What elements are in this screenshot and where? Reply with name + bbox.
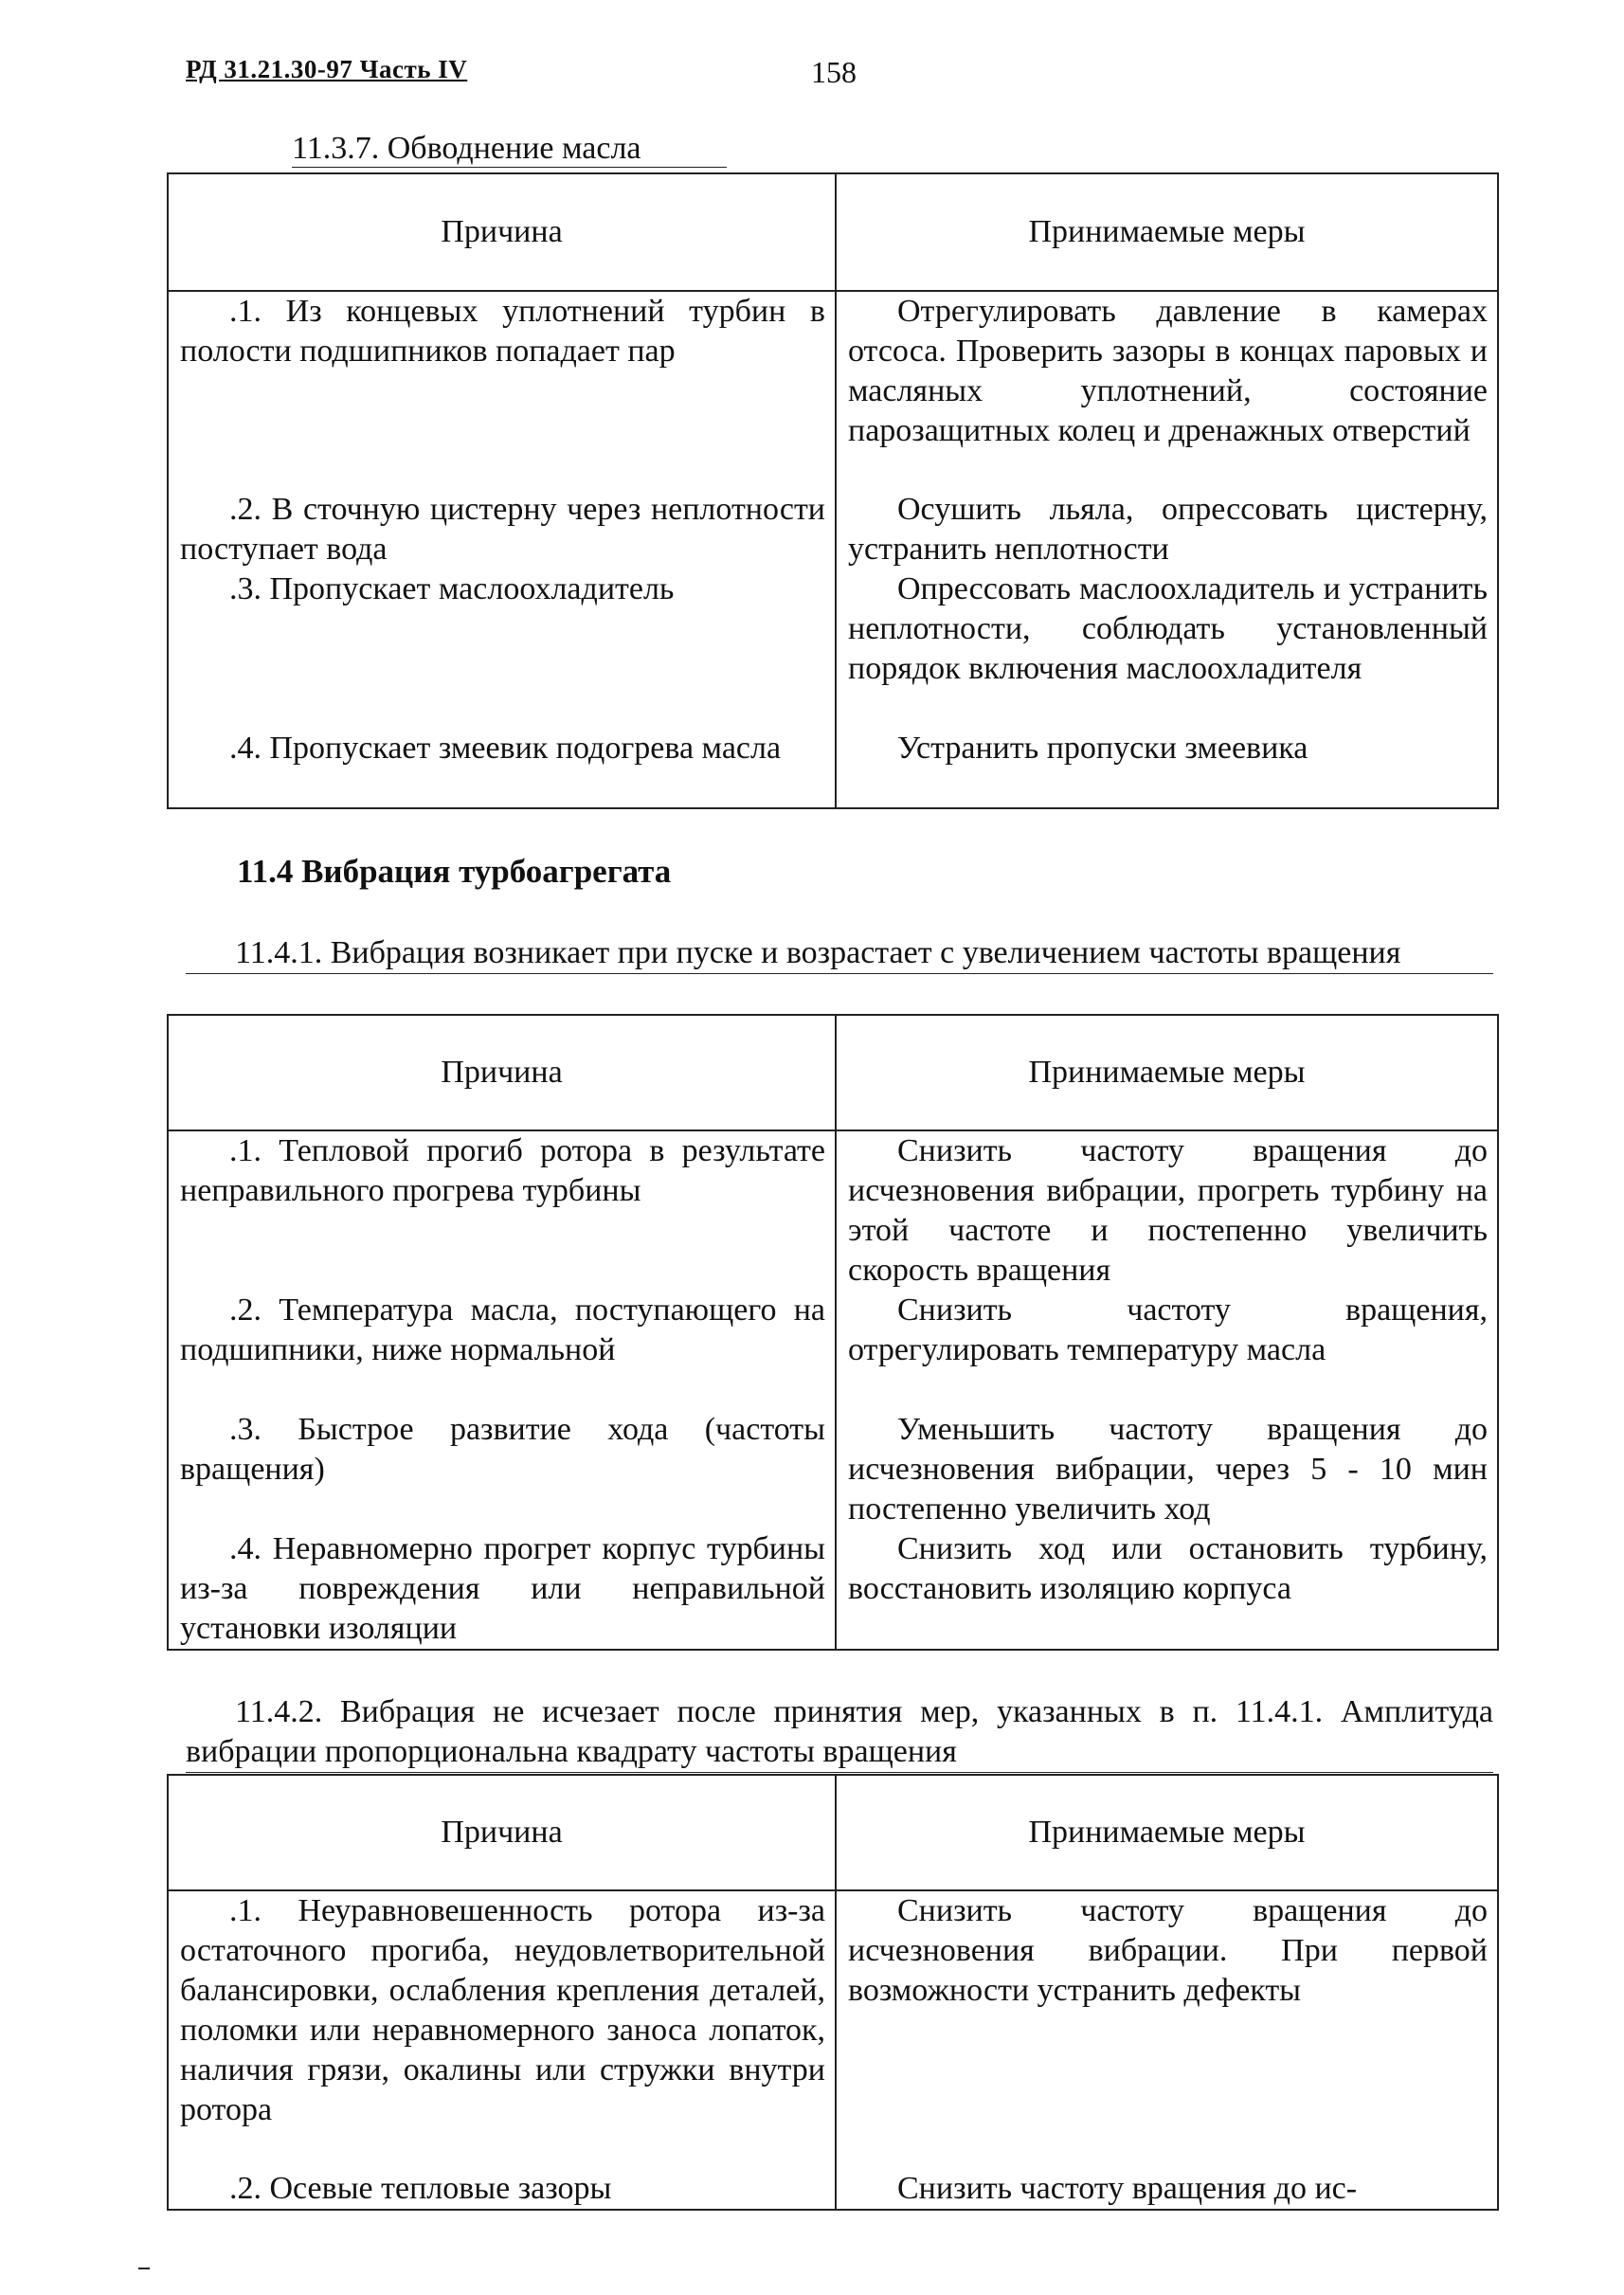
measure-text: Снизить частоту вращения до исчезновения вибрации. При первой возможности устранить дефекты xyxy=(848,1893,1488,2008)
column-header-measures: Принимаемые меры xyxy=(836,1015,1498,1130)
table-row xyxy=(168,291,1498,490)
cause-text: .2. Температура масла, поступающего на подшипники, ниже нормальной xyxy=(180,1292,825,1367)
cause-text: .4. Пропускает змеевик подогрева масла xyxy=(229,731,782,766)
cause-text: .1. Из концевых уплотнений турбин в полости подшипников попадает пар xyxy=(180,294,825,369)
table-header-row xyxy=(168,1775,1498,1890)
measure-text: Осушить льяла, опрессовать цистерну, устранить неплотности xyxy=(848,492,1488,567)
measure-text: Снизить частоту вращения, отрегулировать температуру масла xyxy=(848,1292,1488,1367)
table-row xyxy=(168,569,1498,729)
measure-text: Уменьшить частоту вращения до исчезновения вибрации, через 5 - 10 мин постепенно увеличить ход xyxy=(848,1412,1488,1527)
column-header-cause: Причина xyxy=(168,173,836,291)
table-header-row xyxy=(168,1015,1498,1130)
column-header-cause: Причина xyxy=(168,1015,836,1130)
table-row xyxy=(168,490,1498,569)
table-row xyxy=(168,2169,1498,2210)
document-reference: РД 31.21.30-97 Часть IV xyxy=(186,55,468,83)
table-vibration-persists xyxy=(167,1774,1499,2211)
measure-text: Снизить ход или остановить турбину, восстановить изоляцию корпуса xyxy=(848,1531,1488,1606)
measure-text: Снизить частоту вращения до ис- xyxy=(897,2171,1358,2206)
table-row xyxy=(168,1890,1498,2169)
page-number: 158 xyxy=(811,55,857,89)
measure-text: Снизить частоту вращения до исчезновения вибрации, прогреть турбину на этой частоте и постепенно увеличить скорость вращения xyxy=(848,1133,1488,1288)
cause-text: .2. Осевые тепловые зазоры xyxy=(229,2171,612,2206)
measure-text: Устранить пропуски змеевика xyxy=(897,731,1308,766)
subsection-title-11-3-7: 11.3.7. Обводнение масла xyxy=(292,131,727,168)
table-oil-watering xyxy=(167,172,1499,809)
cause-text: .2. В сточную цистерну через неплотности поступает вода xyxy=(180,492,825,567)
subsection-text-11-4-1: 11.4.1. Вибрация возникает при пуске и возрастает с увеличением частоты вращения xyxy=(186,933,1493,974)
table-vibration-on-start xyxy=(167,1014,1499,1651)
table-row xyxy=(168,1529,1498,1650)
table-row xyxy=(168,1410,1498,1529)
cause-text: .1. Неуравновешенность ротора из-за остаточного прогиба, неудовлетворительной балансировки, ослабления крепления деталей, поломки или неравномерного заноса лопаток, наличия грязи, окалины или стружки внутри ротора xyxy=(180,1893,825,2127)
cause-text: .3. Пропускает маслоохладитель xyxy=(229,571,675,606)
measure-text: Отрегулировать давление в камерах отсоса. Проверить зазоры в концах паровых и масляных уплотнений, состояние парозащитных колец и дренажных отверстий xyxy=(848,294,1488,448)
subsection-text-11-4-2: 11.4.2. Вибрация не исчезает после принятия мер, указанных в п. 11.4.1. Амплитуда вибрации пропорциональна квадрату частоты вращения xyxy=(186,1692,1493,1773)
column-header-cause: Причина xyxy=(168,1775,836,1890)
table-header-row xyxy=(168,173,1498,291)
table-row xyxy=(168,729,1498,808)
column-header-measures: Принимаемые меры xyxy=(836,173,1498,291)
column-header-measures: Принимаемые меры xyxy=(836,1775,1498,1890)
cause-text: .1. Тепловой прогиб ротора в результате неправильного прогрева турбины xyxy=(180,1133,825,1208)
section-title-11-4: 11.4 Вибрация турбоагрегата xyxy=(237,853,672,890)
table-row xyxy=(168,1130,1498,1291)
table-row xyxy=(168,1291,1498,1410)
page-footer-mark xyxy=(138,2268,150,2269)
measure-text: Опрессовать маслоохладитель и устранить неплотности, соблюдать установленный порядок включения маслоохладителя xyxy=(848,571,1488,686)
cause-text: .4. Неравномерно прогрет корпус турбины из-за повреждения или неправильной установки изоляции xyxy=(180,1531,825,1646)
cause-text: .3. Быстрое развитие хода (частоты вращения) xyxy=(180,1412,825,1487)
